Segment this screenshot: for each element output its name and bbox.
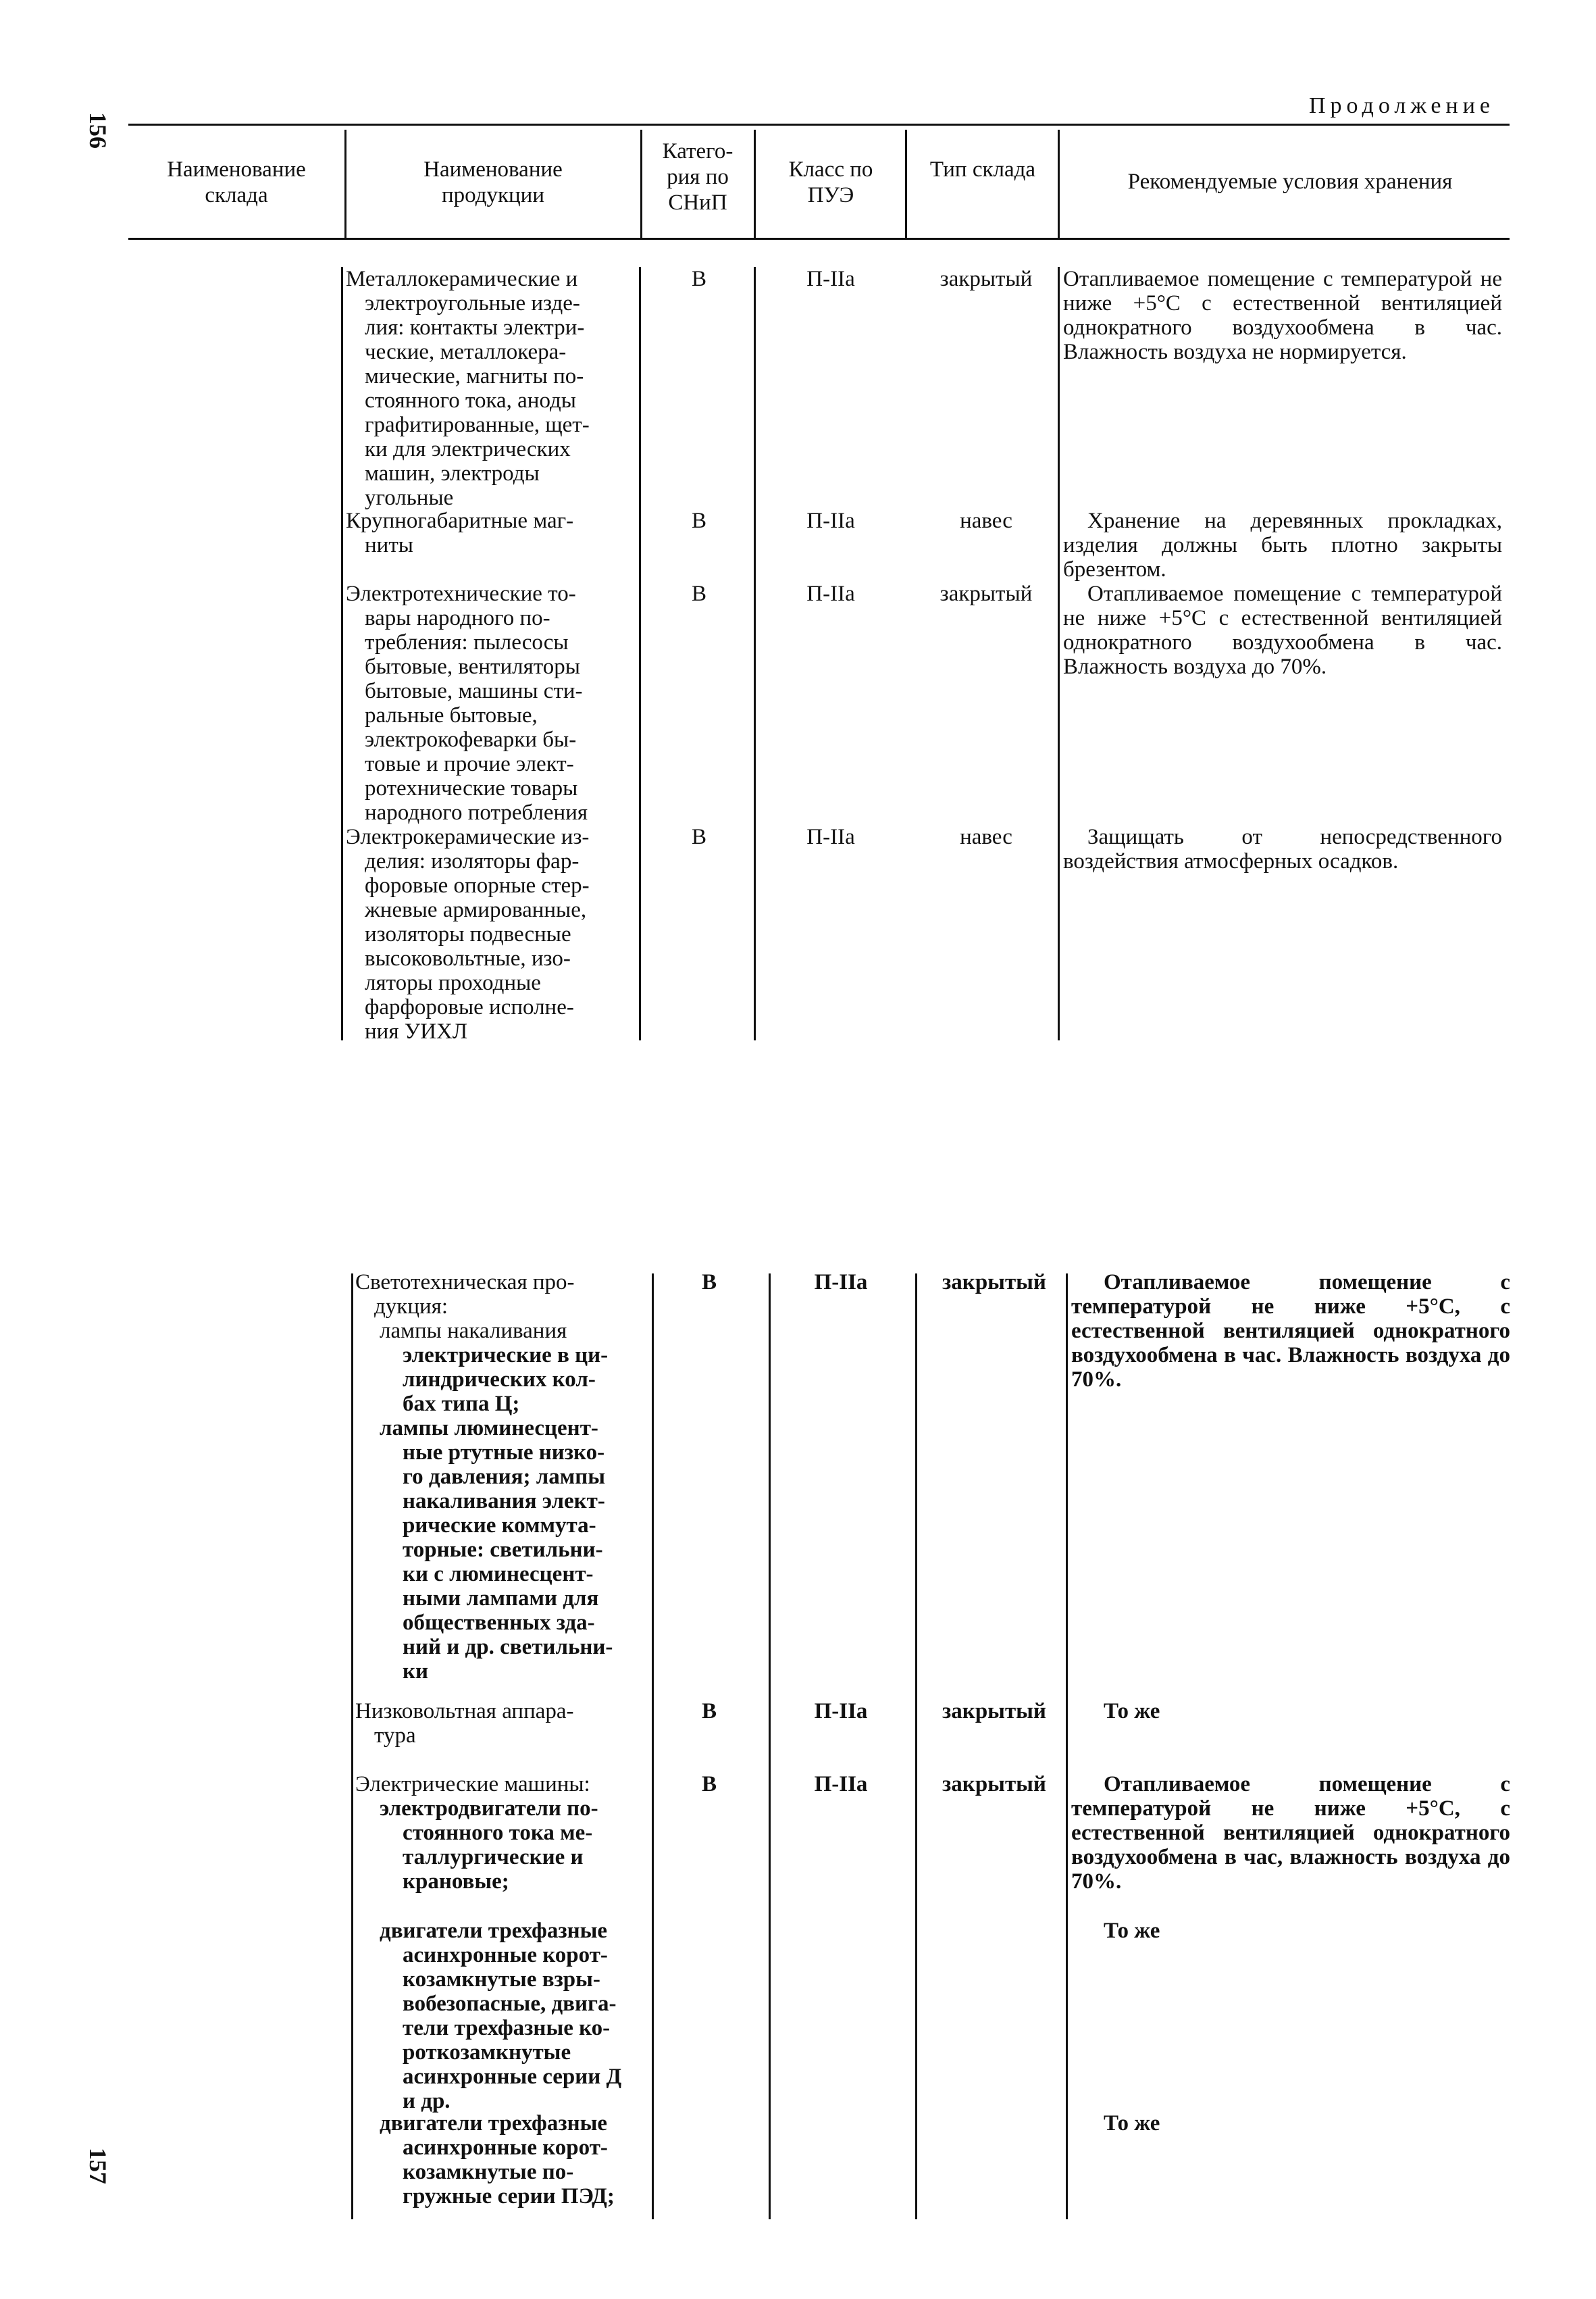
product-line: стоянного тока, аноды — [365, 388, 576, 413]
product-line: лампы накаливания — [380, 1319, 567, 1343]
conditions-cell: Защищать от непосредственного воздействия атмосферных осадков. — [1063, 825, 1502, 874]
product-line: ные ртутные низко- — [403, 1440, 605, 1465]
product-line: Электрокерамические из- — [346, 825, 590, 849]
product-line: делия: изоляторы фар- — [365, 849, 580, 874]
product-line: ки для электрических — [365, 437, 571, 461]
product-line: ки с люминесцент- — [403, 1562, 594, 1586]
header-bottom-rule — [128, 238, 1510, 240]
product-cell — [355, 1772, 650, 1894]
product-line: вобезопасные, двига- — [403, 1992, 617, 2016]
page-number-right: 157 — [84, 2148, 111, 2184]
store-type-cell: закрытый — [939, 582, 1033, 606]
product-cell — [355, 1699, 650, 1748]
category-cell: В — [701, 1772, 717, 1796]
product-line: ки — [403, 1659, 429, 1684]
product-cell — [346, 509, 638, 557]
product-line: двигатели трехфазные — [380, 1919, 608, 1943]
product-line: Светотехническая про- — [355, 1270, 575, 1294]
product-cell — [346, 582, 638, 825]
product-line: и др. — [403, 2089, 451, 2113]
conditions-cell: Отапливаемое помещение с температурой не ниже +5°С, с естественной вентиляцией однократного воздухообмена в час, влажность воздуха до 70%. — [1071, 1772, 1510, 1894]
product-line: асинхронные корот- — [403, 2136, 608, 2160]
conditions-cell: Отапливаемое помещение с температурой не ниже +5°С, с естественной вентиляцией однократного воздухообмена в час. Влажность воздуха до 70%. — [1071, 1270, 1510, 1392]
product-cell — [355, 1270, 650, 1684]
product-line: мические, магниты по- — [365, 364, 584, 388]
product-line: ния УИХЛ — [365, 1019, 468, 1044]
conditions-cell: Отапливаемое помещение с температурой не ниже +5°С с естественной вентиляцией однократного воздухообмена в час. Влажность воздуха до 70%. — [1063, 582, 1502, 679]
pue-class-cell: П-IIа — [806, 509, 855, 533]
product-cell — [355, 2111, 650, 2208]
product-line: электроугольные изде- — [365, 291, 580, 315]
product-line: линдрических кол- — [403, 1367, 596, 1392]
column-divider — [341, 267, 343, 1040]
store-type-cell: закрытый — [942, 1699, 1046, 1723]
pue-class-cell: П-IIа — [806, 825, 855, 849]
product-line: вары народного по- — [365, 606, 550, 630]
category-cell: В — [691, 825, 706, 849]
product-line: рические коммута- — [403, 1513, 596, 1538]
category-cell: В — [691, 582, 706, 606]
column-divider — [652, 1273, 654, 2219]
product-line: высоковольтные, изо- — [365, 946, 571, 971]
category-cell: В — [701, 1270, 717, 1294]
product-line: двигатели трехфазные — [380, 2111, 608, 2136]
header-conditions: Рекомендуемые условия хранения — [1127, 170, 1453, 194]
product-line: го давления; лампы — [403, 1465, 606, 1489]
product-cell — [355, 1919, 650, 2113]
product-line: машин, электроды — [365, 461, 540, 486]
column-divider — [1066, 1273, 1068, 2219]
product-line: асинхронные серии Д — [403, 2065, 622, 2089]
product-line: таллургические и — [403, 1845, 584, 1869]
header-divider — [344, 130, 346, 238]
product-line: ляторы проходные — [365, 971, 541, 995]
header-pue-class: Класс по ПУЭ — [788, 157, 873, 207]
header-divider — [1058, 130, 1060, 238]
product-line: электрические в ци- — [403, 1343, 609, 1367]
product-line: электрокофеварки бы- — [365, 728, 577, 752]
pue-class-cell: П-IIа — [806, 267, 855, 291]
product-line: Электротехнические то- — [346, 582, 576, 606]
header-store-type: Тип склада — [929, 157, 1036, 182]
header-warehouse: Наименование склада — [167, 157, 306, 207]
category-cell: В — [691, 267, 706, 291]
product-cell — [346, 825, 638, 1044]
store-type-cell: закрытый — [942, 1270, 1046, 1294]
product-line: крановые; — [403, 1869, 509, 1894]
continuation-label: Продолжение — [1308, 93, 1495, 118]
product-line: роткозамкнутые — [403, 2040, 571, 2065]
store-type-cell: навес — [960, 509, 1012, 533]
product-line: тели трехфазные ко- — [403, 2016, 611, 2040]
store-type-cell: закрытый — [939, 267, 1033, 291]
category-cell: В — [701, 1699, 717, 1723]
product-line: общественных зда- — [403, 1611, 595, 1635]
product-line: жневые армированные, — [365, 898, 587, 922]
product-line: графитированные, щет- — [365, 413, 590, 437]
product-line: ротехнические товары — [365, 776, 578, 801]
product-line: Низковольтная аппара- — [355, 1699, 574, 1723]
product-line: бах типа Ц; — [403, 1392, 520, 1416]
conditions-cell: То же — [1104, 2111, 1160, 2136]
product-line: асинхронные корот- — [403, 1943, 608, 1967]
product-line: изоляторы подвесные — [365, 922, 571, 946]
header-divider — [640, 130, 642, 238]
column-divider — [639, 267, 641, 1040]
conditions-cell: То же — [1104, 1919, 1160, 1943]
column-divider — [754, 267, 756, 1040]
product-line: тура — [374, 1723, 416, 1748]
product-line: угольные — [365, 486, 454, 510]
product-line: ными лампами для — [403, 1586, 599, 1611]
product-line: дукция: — [374, 1294, 448, 1319]
product-line: бытовые, машины сти- — [365, 679, 583, 703]
product-line: Электрические машины: — [355, 1772, 590, 1796]
product-line: лампы люминесцент- — [380, 1416, 598, 1440]
header-product: Наименование продукции — [423, 157, 563, 207]
column-divider — [351, 1273, 353, 2219]
pue-class-cell: П-IIа — [814, 1772, 868, 1796]
product-line: ральные бытовые, — [365, 703, 538, 728]
pue-class-cell: П-IIа — [814, 1699, 868, 1723]
header-top-rule — [128, 124, 1510, 126]
product-line: Крупногабаритные маг- — [346, 509, 574, 533]
product-line: козамкнутые взры- — [403, 1967, 600, 1992]
product-line: Металлокерамические и — [346, 267, 578, 291]
product-line: требления: пылесосы — [365, 630, 569, 655]
product-line: ниты — [365, 533, 413, 557]
product-line: ний и др. светильни- — [403, 1635, 613, 1659]
product-line: лия: контакты электри- — [365, 315, 585, 340]
product-line: форовые опорные стер- — [365, 874, 590, 898]
product-line: бытовые, вентиляторы — [365, 655, 580, 679]
store-type-cell: навес — [960, 825, 1012, 849]
conditions-cell: То же — [1104, 1699, 1160, 1723]
product-line: народного потребления — [365, 801, 588, 825]
product-cell — [346, 267, 638, 510]
header-divider — [754, 130, 756, 238]
page-number-left: 156 — [84, 112, 111, 149]
product-line: ческие, металлокера- — [365, 340, 567, 364]
product-line: гружные серии ПЭД; — [403, 2184, 615, 2208]
pue-class-cell: П-IIа — [814, 1270, 868, 1294]
column-divider — [915, 1273, 917, 2219]
product-line: накаливания элект- — [403, 1489, 605, 1513]
product-line: фарфоровые исполне- — [365, 995, 574, 1019]
product-line: электродвигатели по- — [380, 1796, 598, 1821]
category-cell: В — [691, 509, 706, 533]
conditions-cell: Отапливаемое помещение с температурой не ниже +5°С с естественной вентиляцией однократного воздухообмена в час. Влажность воздуха не нормируется. — [1063, 267, 1502, 364]
product-line: стоянного тока ме- — [403, 1821, 593, 1845]
column-divider — [769, 1273, 771, 2219]
header-divider — [905, 130, 907, 238]
pue-class-cell: П-IIа — [806, 582, 855, 606]
header-category: Катего-рия по СНиП — [662, 139, 733, 215]
product-line: козамкнутые по- — [403, 2160, 574, 2184]
product-line: торные: светильни- — [403, 1538, 603, 1562]
product-line: товые и прочие элект- — [365, 752, 574, 776]
conditions-cell: Хранение на деревянных прокладках, изделия должны быть плотно закрыты брезентом. — [1063, 509, 1502, 582]
store-type-cell: закрытый — [942, 1772, 1046, 1796]
column-divider — [1058, 267, 1060, 1040]
